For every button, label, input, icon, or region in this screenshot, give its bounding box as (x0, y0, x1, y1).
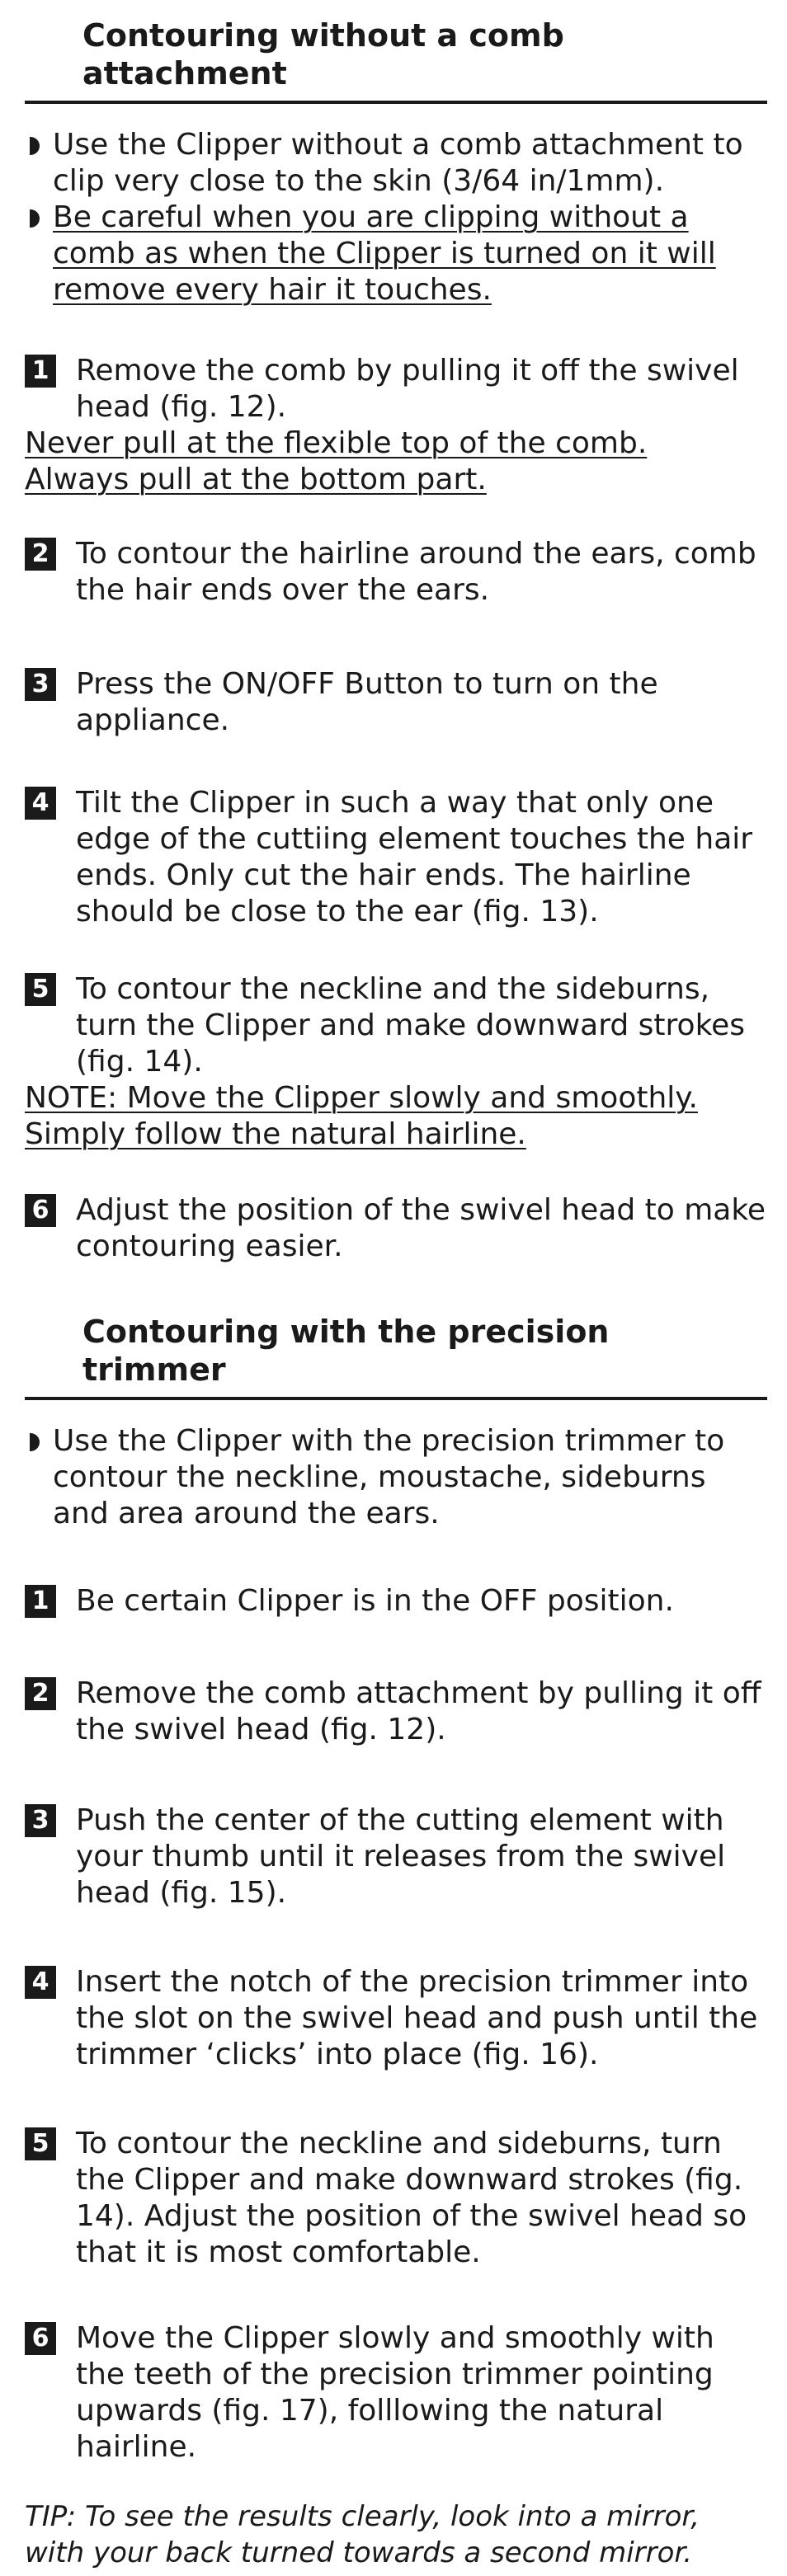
section1-bullet-2 (25, 200, 767, 308)
step-number-badge: 3 (25, 1804, 56, 1837)
step-text: Remove the comb by pulling it off the swivel head (fig. 12). (76, 354, 739, 424)
step-number-badge: 4 (25, 1966, 56, 1999)
section1-step-6 (25, 1192, 767, 1265)
bullet-text: Use the Clipper without a comb attachment to clip very close to the skin (3/64 in/1mm). (53, 128, 743, 198)
section2-step-2 (25, 1676, 767, 1748)
step-text: To contour the hairline around the ears, comb the hair ends over the ears. (76, 537, 756, 607)
step-text: Insert the notch of the precision trimmer into the slot on the swivel head and push until the trimmer ‘clicks’ into place (fig. 16). (76, 1965, 758, 2071)
step-text: Adjust the position of the swivel head to make contouring easier. (76, 1193, 766, 1263)
section1-heading: Contouring without a comb attachment (82, 17, 564, 92)
step-number-badge: 6 (25, 1194, 56, 1227)
bullet-text: Use the Clipper with the precision trimmer to contour the neckline, moustache, sideburns and area around the ears. (53, 1424, 725, 1530)
bullet-text-warning: Be careful when you are clipping without a comb as when the Clipper is turned on it will remove every hair it touches. (53, 200, 716, 307)
step-text: Push the center of the cutting element with your thumb until it releases from the swivel head (fig. 15). (76, 1803, 726, 1910)
tip-text: TIP: To see the results clearly, look into a mirror, with your back turned towards a second mirror. (25, 2500, 700, 2569)
step-number-badge: 2 (25, 1677, 56, 1710)
step-number-badge: 5 (25, 2127, 56, 2160)
step-text: Be certain Clipper is in the OFF position. (76, 1584, 674, 1618)
step-number-badge: 2 (25, 538, 56, 571)
bullet-icon (25, 200, 53, 236)
step-text: Tilt the Clipper in such a way that only one edge of the cuttiing element touches the hair ends. Only cut the hair ends. The hairline should be close to the ear (fig. 13). (76, 786, 753, 928)
step-text: To contour the neckline and the sideburns, turn the Clipper and make downward strokes (fig. 14). (76, 972, 746, 1079)
step-text: Move the Clipper slowly and smoothly with the teeth of the precision trimmer pointing upwards (fig. 17), folllowing the natural hairline. (76, 2321, 714, 2464)
bullet-icon (25, 1423, 53, 1460)
section1-step-3 (25, 666, 767, 739)
section2-step-3 (25, 1803, 767, 1911)
section1-step-2 (25, 536, 767, 609)
section1-step-5 (25, 971, 767, 1080)
section2-rule (25, 1397, 767, 1400)
section2-step-1 (25, 1583, 767, 1619)
step-text: To contour the neckline and sideburns, turn the Clipper and make downward strokes (fig. 14). Adjust the position of the swivel head so that it is most comfortable. (76, 2127, 747, 2269)
section2-step-6 (25, 2320, 767, 2466)
step-number-badge: 5 (25, 973, 56, 1006)
step-number-badge: 3 (25, 668, 56, 701)
section1-note-step5: NOTE: Move the Clipper slowly and smoothly. Simply follow the natural hairline. (25, 1081, 698, 1151)
section1-bullet-1 (25, 127, 767, 200)
section1-rule (25, 101, 767, 104)
step-number-badge: 4 (25, 787, 56, 820)
step-text: Press the ON/OFF Button to turn on the appliance. (76, 667, 658, 737)
section1-step-4 (25, 785, 767, 930)
bullet-icon (25, 127, 53, 163)
step-text: Remove the comb attachment by pulling it off the swivel head (fig. 12). (76, 1676, 761, 1746)
section1-note-step1: Never pull at the flexible top of the comb. Always pull at the bottom part. (25, 426, 648, 496)
step-number-badge: 1 (25, 1585, 56, 1618)
section2-heading: Contouring with the precision trimmer (82, 1314, 610, 1388)
step-number-badge: 1 (25, 355, 56, 388)
section2-step-4 (25, 1964, 767, 2073)
step-number-badge: 6 (25, 2322, 56, 2355)
section2-bullet-1 (25, 1423, 767, 1532)
section1-step-1 (25, 353, 767, 425)
section2-step-5 (25, 2126, 767, 2271)
